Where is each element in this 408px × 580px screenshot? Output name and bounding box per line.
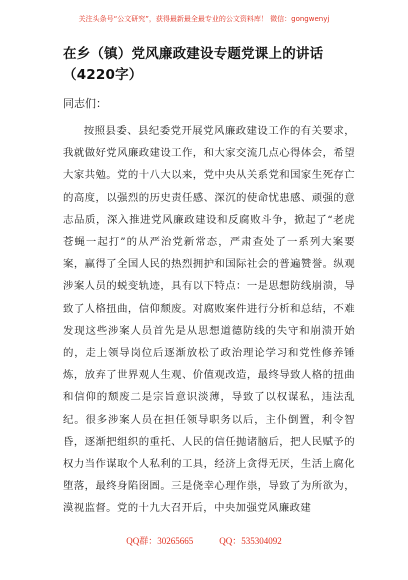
- qq-contact-link[interactable]: QQ：535304092: [219, 536, 282, 546]
- document-title: 在乡（镇）党风廉政建设专题党课上的讲话（4220字）: [63, 46, 324, 83]
- greeting: 同志们：: [63, 97, 107, 110]
- qq-group-link[interactable]: QQ群：30265665: [126, 536, 194, 546]
- promo-banner: 关注头条号“公文研究”，获得最新最全最专业的公文资料库！ 微信：gongwenyj: [78, 15, 330, 23]
- document-body: 按照县委、县纪委党开展党风廉政建设工作的有关要求，我就做好党风廉政建设工作，和大家交流几点心得体会，希望大家共勉。党的十八大以来，党中央从关系党和国家生死存亡的高度，以强烈的历史责任感、深沉的使命忧患感、顽强的意志品质，深入推进党风廉政建设和反腐败斗争，掀起了“老虎苍蝇一起打”的从严治党新常态，严肃查处了一系列大案要案，赢得了全国人民的热烈拥护和国际社会的普遍赞誉。纵观涉案人员的蜕变轨迹，具有以下特点：一是思想防线崩溃，导致了人格扭曲，信仰颓废。对腐败案件进行分析和总结，不难发现这些涉案人员首先是从思想道德防线的失守和崩溃开始的，走上领导岗位后逐渐放松了政治理论学习和党性修养锤炼，放弃了世界观人生观、价值观改造，最终导致人格的扭曲和信仰的颓废二是宗旨意识淡薄，导致了以权谋私，违法乱纪。很多涉案人员在担任领导职务以后，主仆倒置，利令智昏，逐渐把组织的重托、人民的信任抛诸脑后，把人民赋予的权力当作谋取个人私利的工具，经济上贪得无厌，生活上腐化堕落，最终身陷囹圄。三是侥幸心理作祟，导致了为所欲为，漠视监督。党的十九大召开后，中央加强党风廉政建: [63, 125, 355, 515]
- contact-footer: [0, 534, 408, 547]
